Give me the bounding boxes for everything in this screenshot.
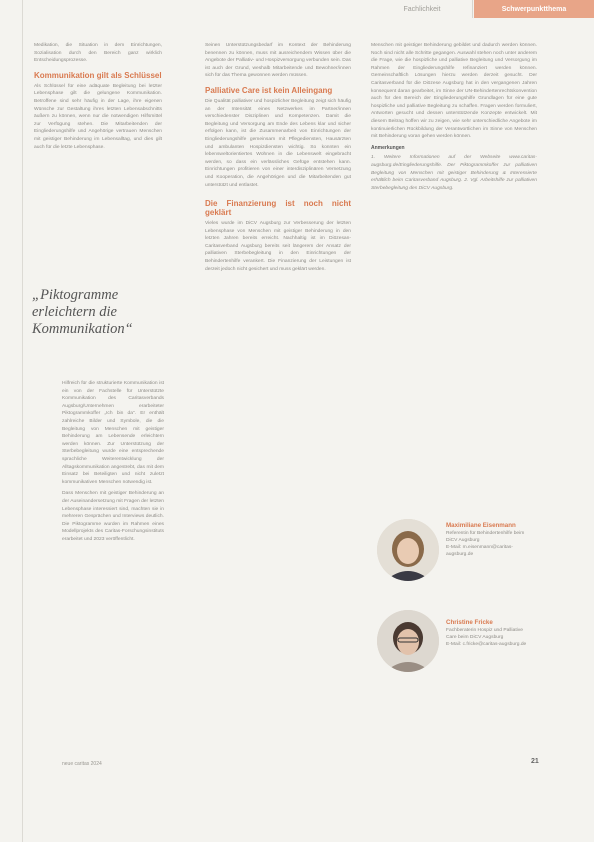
section-heading: Palliative Care ist kein Alleingang bbox=[205, 85, 333, 95]
notes-heading: Anmerkungen bbox=[371, 144, 405, 151]
section-heading: Kommunikation gilt als Schlüssel bbox=[34, 70, 162, 80]
author-name: Maximiliane Eisenmann bbox=[446, 522, 516, 529]
section-tab: Fachlichkeit bbox=[372, 0, 473, 18]
author-email: E-Mail: c.fricke@caritas-augsburg.de bbox=[446, 641, 527, 647]
paragraph: Hilfreich für die strukturierte Kommunikation ist ein von der Fachstelle für Unterstützte Kommunikation des Caritasverbands Augsburg/Unternehmen erarbeiteter Piktogrammkoffer „Ich bin da“. Er enthält zahlreiche Bilder und Symbole, die die Begleitung von Menschen mit geistiger Behinderung am Lebensende erleichtern werden können. Zur Unterstützung der Sterbebegleitung wurde eine entsprechende sprachliche Weiterentwicklung der Alltagskommunikation angestrebt, das mit dem Einsatz bei Beteiligten und nicht zuletzt kommunikativen Menschen notwendig ist. bbox=[62, 381, 164, 485]
author-box bbox=[446, 619, 532, 649]
pull-quote: „Piktogramme erleichtern die Kommunikation“ bbox=[32, 287, 133, 337]
paragraph: Medikation, die Situation in dem Einrichtungen, Sozialisation durch den Bereich ganz wirklich Entscheidungsprozesse. bbox=[34, 43, 162, 64]
paragraph: Seinen Unterstützungsbedarf im Kontext der Behinderung benennen zu können, muss mit ausreichendem Wissen über die Angebote der Palliativ- und Hospizversorgung verbunden sein. Das ist auch der Grund, weshalb Mitarbeitende und Bewohner/innen sich für das Thema gewonnen werden müssen. bbox=[205, 43, 351, 79]
author-box bbox=[446, 522, 532, 558]
section-tab-highlight: Schwerpunktthema bbox=[474, 0, 594, 18]
paragraph: Menschen mit geistiger Behinderung gebildet und dadurch werden können. Noch sind nicht alle Schritte gegangen. Auswahl stehen noch unter anderem die Frage, wie die hospizliche und palliative Begleitung und Versorgung im Rahmen der Eingliederungshilfe refinanziert werden können. Gemeinschaftlich Lösungen hierzu werden derzeit gesucht. Der Caritasverband für die Diözese Augsburg hat in den vergangenen Jahren konsequent daran gearbeitet, im Sinne der UN-Behindertenrechtskonvention auch für den Bereich der Eingliederungshilfe Grundlagen für eine gute hospizliche und palliative Begleitung zu schaffen. Fragen werden formuliert, Antworten gesucht und dessen unterstützende Konzepte entwickelt. Mit diesem Beitrag hoffen wir zu zeigen, wie sehr unterschiedliche Angebote im kontinuierlichen Rückbildung der Verantwortlichen im Sinne von Menschen mit Behinderung voran gehen werden können. bbox=[371, 43, 537, 140]
page-gutter-line bbox=[22, 0, 23, 842]
column-1 bbox=[34, 42, 162, 262]
column-1-continued bbox=[62, 380, 164, 752]
author-name: Christine Fricke bbox=[446, 619, 493, 626]
paragraph: Dass Menschen mit geistiger Behinderung an der Auseinandersetzung mit Fragen der letzten Lebensphase interessiert sind, machten sie in mehreren Gesprächen und Interviews deutlich. Die Piktogramme wurden im Rahmen eines Modellprojekts des Caritas-Forschungsinstituts erarbeitet und 2023 veröffentlicht. bbox=[62, 491, 164, 542]
paragraph: Als Schlüssel für eine adäquate Begleitung bei letzter Lebensphase gilt die gelungene Kommunikation. Betroffene sind sehr häufig in der Lage, ihre eigenen Wünsche zur Gestaltung ihres letzten Lebensabschnitts äußern zu können, wenn nur die notwendigen Hilfsmittel zur Verfügung stehen. Die Mitarbeitenden der Eingliederungshilfe und Angehörige vertrauen Menschen mit geistiger Behinderung im Lebensalltag, und dies gilt auch für die letzte Lebensphase. bbox=[34, 83, 162, 150]
author-role: Referentin für Behindertenhilfe beim DiCV Augsburg bbox=[446, 531, 525, 543]
author-photo bbox=[377, 610, 439, 672]
footer-journal: neue caritas 2024 bbox=[62, 761, 102, 767]
paragraph: Vieles wurde im DiCV Augsburg zur Verbesserung der letzten Lebensphase von Menschen mit geistiger Behinderung in den letzten Jahren bereits erreicht. Nachhaltig ist im Diözesan-Caritasverband Augsburg bereits seit längerem der Ansatz der palliativen Sterbebegleitung in den Einrichtungen der Behindertenhilfe verankert. Die Finanzierung der Leistungen ist derzeit jedoch nicht gesichert und muss geklärt werden. bbox=[205, 221, 351, 272]
author-photo bbox=[377, 519, 439, 581]
author-email: E-Mail: m.eisenmann@caritas-augsburg.de bbox=[446, 544, 513, 557]
section-heading: Die Finanzierung ist noch nicht geklärt bbox=[205, 199, 351, 218]
column-3 bbox=[371, 42, 537, 482]
author-role: Fachberaterin Hospiz und Palliative Care beim DiCV Augsburg bbox=[446, 628, 523, 640]
paragraph: Die Qualität palliativer und hospizlicher Begleitung zeigt sich häufig an der Intensität eines Netzwerkes im Partner/innen verschiedenster Disziplinen und Kompetenzen. Damit die Begleitung und Versorgung am Ende des Lebens klar und sicher erfolgen kann, ist die Zusammenarbeit von Einrichtungen der Eingliederungshilfe gemeinsam mit Pflegediensten, Hausärzten und ambulanten Hospizdiensten wichtig. So konnten ein lebensweltorientiertes Wohnen in die Lebenswelt eingebracht werden, so dass ein verlässliches Gefüge entstehen kann. Einrichtungen profitieren von einer interdisziplinären Vernetzung und Kooperation, die Angehörigen und die Mitarbeitenden gut unterstützt und entlastet. bbox=[205, 98, 351, 188]
column-2 bbox=[205, 42, 351, 752]
notes-text: 1. Weitere Informationen auf der Webseite www.caritas-augsburg.de/Eingliederungshilfe. Der Piktogrammkoffer zur palliativen Begleitung von Menschen mit geistiger Behinderung & Interessierte erhältlich beim Caritasverband Augsburg. 2. Vgl. Arbeitshilfe zur palliativen Sterbebegleitung des DiCV Augsburg. bbox=[371, 155, 537, 191]
page-number: 21 bbox=[531, 758, 539, 765]
